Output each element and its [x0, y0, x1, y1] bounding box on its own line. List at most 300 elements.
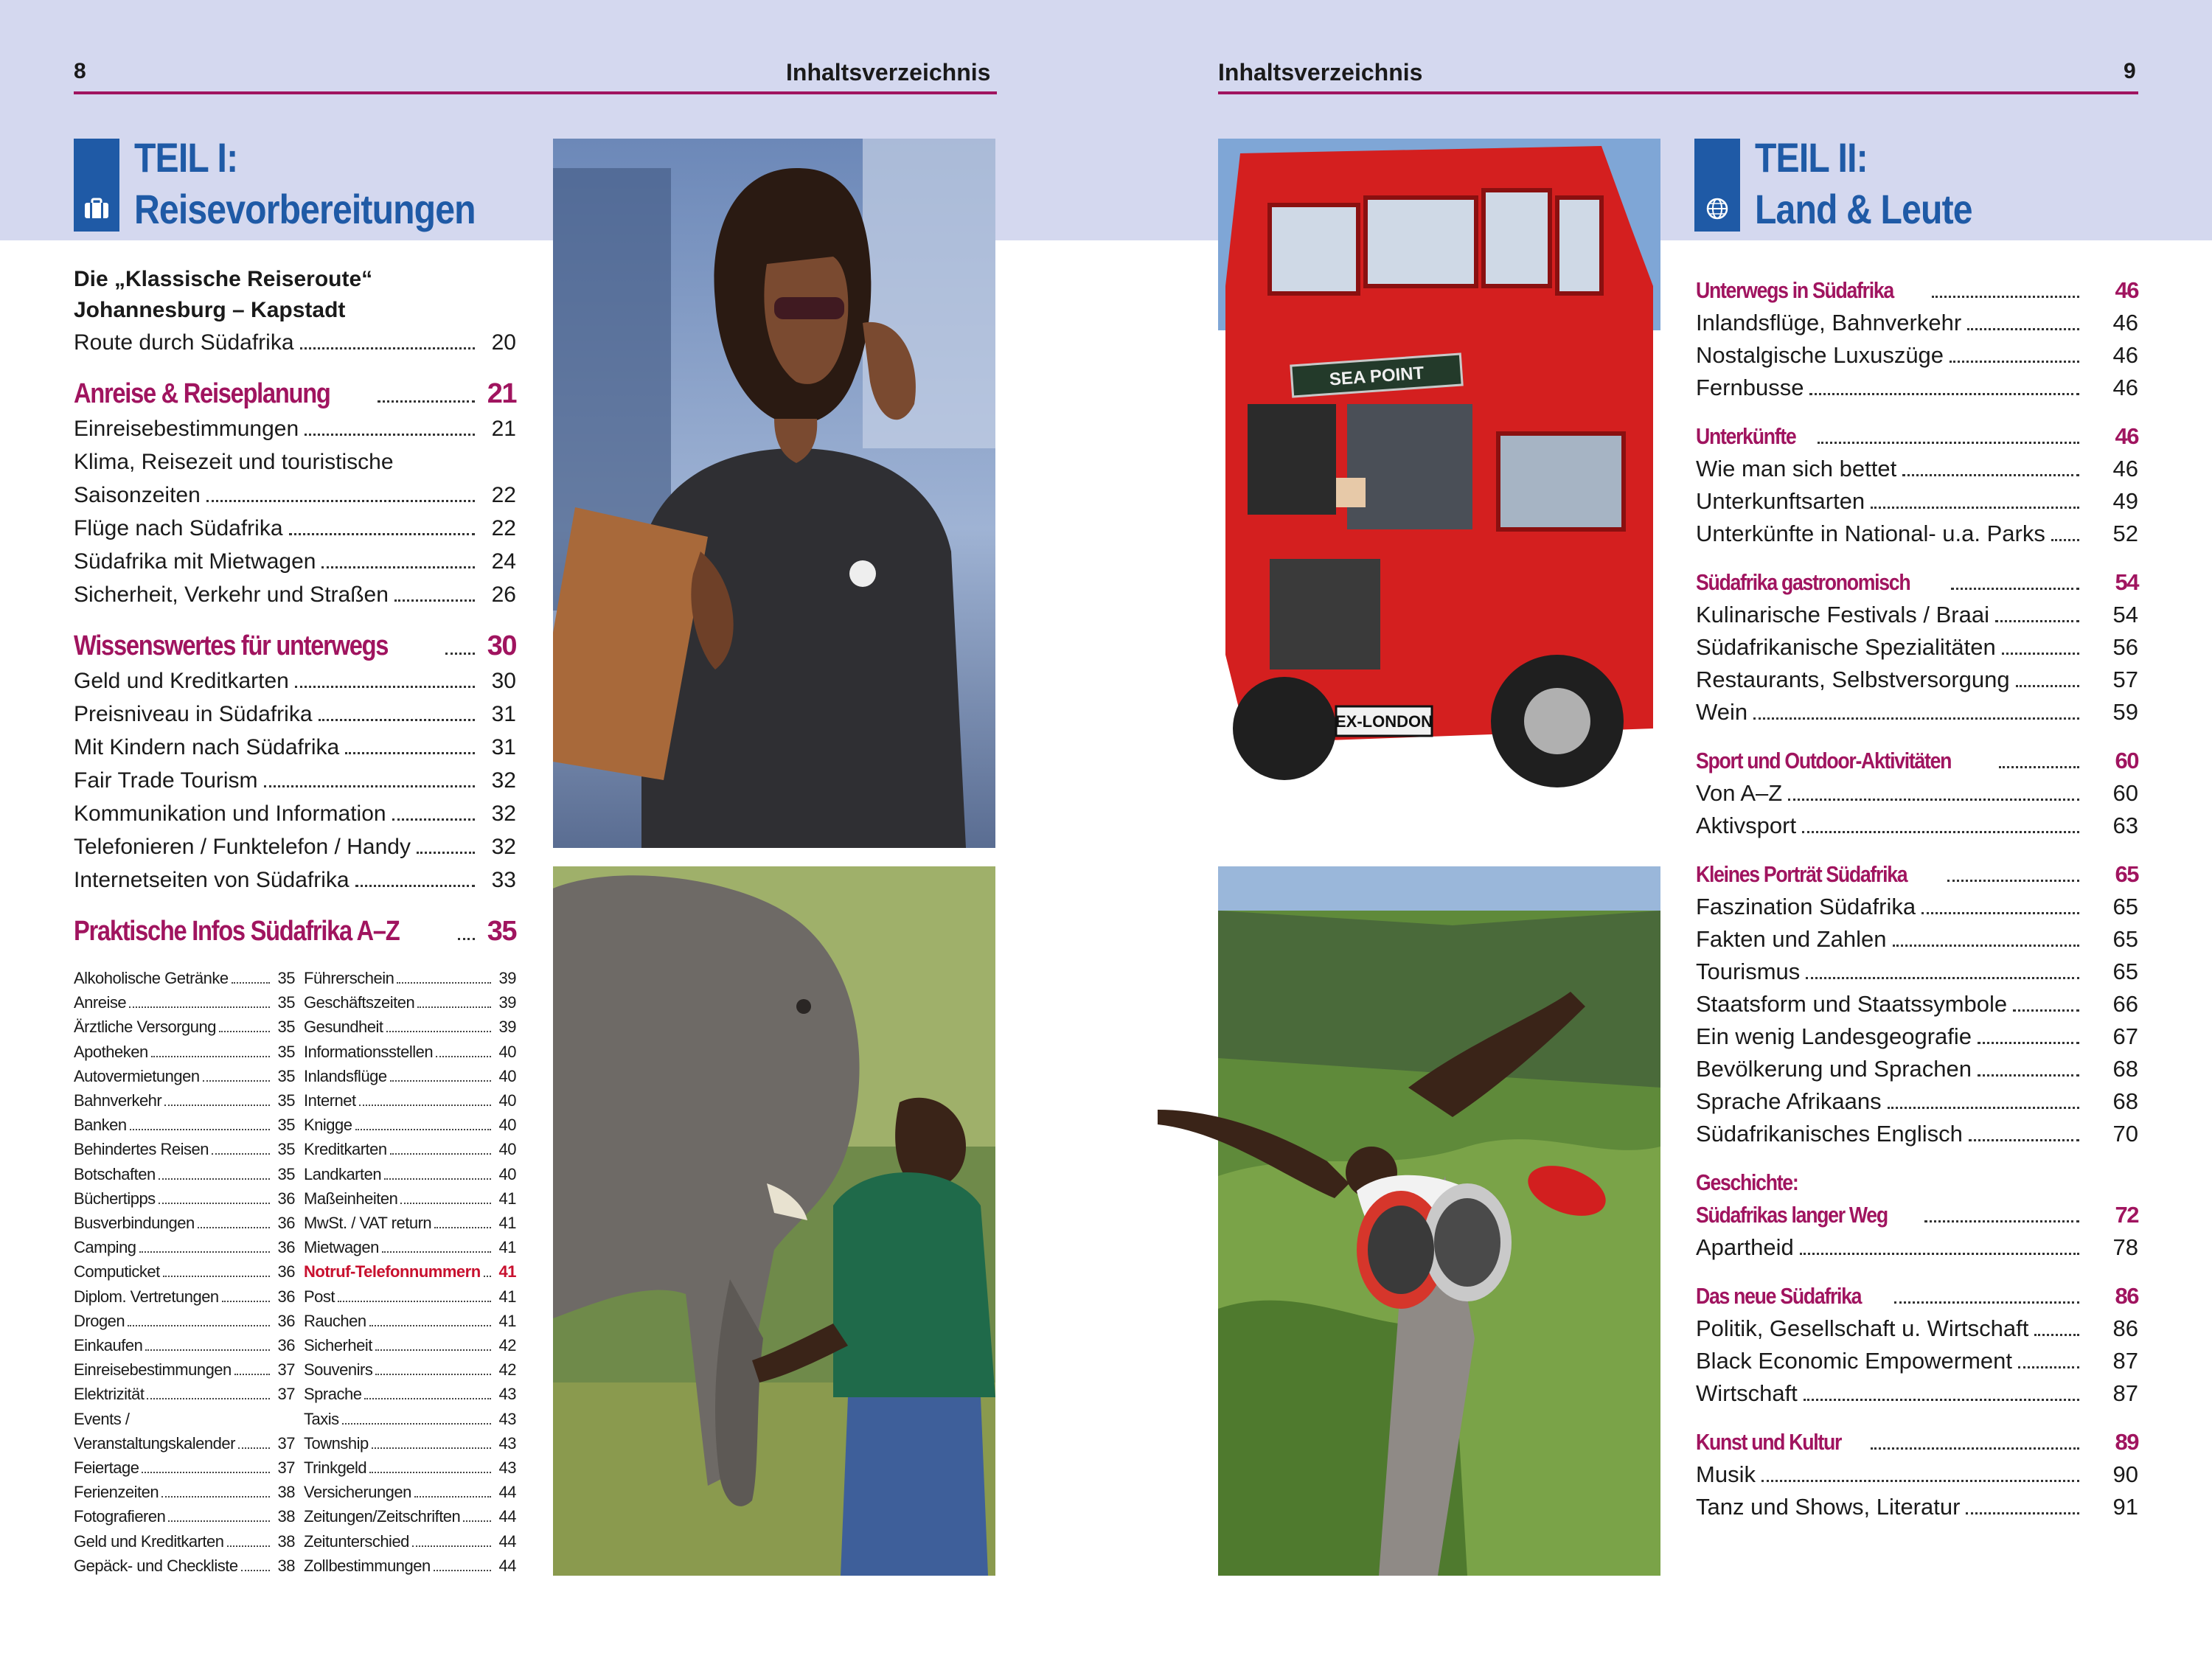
leader-dots [390, 1080, 491, 1082]
toc-entry[interactable] [74, 797, 516, 830]
toc-entry-page: 90 [2112, 1461, 2138, 1487]
az-entry[interactable] [74, 1015, 295, 1039]
az-entry-page: 35 [277, 1091, 295, 1110]
az-entry[interactable] [304, 1309, 516, 1333]
az-entry[interactable] [74, 1284, 295, 1309]
az-entry[interactable] [304, 1357, 516, 1382]
az-entry[interactable] [304, 1235, 516, 1259]
toc-entry-page: 66 [2112, 991, 2138, 1017]
leader-dots [1888, 1107, 2079, 1109]
az-entry-title: Zollbestimmungen [304, 1556, 431, 1575]
toc-section[interactable] [1696, 745, 2138, 777]
az-entry-page: 35 [277, 1066, 295, 1085]
az-entry-page: 44 [498, 1507, 516, 1526]
toc-entry-title: Südafrika mit Mietwagen [74, 549, 316, 574]
toc-section-page: 65 [2115, 861, 2138, 887]
leader-dots [163, 1276, 270, 1277]
leader-dots [159, 1203, 270, 1204]
toc-entry[interactable] [74, 764, 516, 797]
toc-entry-title: Sicherheit, Verkehr und Straßen [74, 582, 389, 607]
toc-entry-page: 22 [491, 483, 516, 507]
leader-dots [232, 982, 270, 984]
toc-entry-title: Südafrikanische Spezialitäten [1696, 634, 1996, 660]
leader-dots [147, 1398, 270, 1399]
part-label-left: TEIL I: [134, 134, 238, 181]
az-entry-title: Versicherungen [304, 1483, 411, 1502]
az-entry-title: Büchertipps [74, 1189, 156, 1208]
leader-dots [151, 1056, 270, 1057]
toc-entry-page: 65 [2112, 959, 2138, 984]
toc-entry[interactable] [74, 326, 516, 359]
toc-entry[interactable] [1696, 1312, 2138, 1345]
az-entry-title: Trinkgeld [304, 1458, 367, 1478]
az-entry-page: 40 [498, 1091, 516, 1110]
az-entry-title: Busverbindungen [74, 1214, 195, 1233]
toc-entry[interactable] [74, 578, 516, 611]
leader-dots [372, 1447, 491, 1449]
toc-entry-page: 46 [2112, 456, 2138, 481]
az-entry-title: Kreditkarten [304, 1140, 387, 1159]
toc-entry[interactable] [1696, 1458, 2138, 1491]
toc-entry[interactable] [1696, 307, 2138, 339]
leader-dots [369, 1472, 491, 1473]
leader-dots [142, 1472, 270, 1473]
leader-dots [1818, 442, 2079, 444]
az-entry[interactable] [74, 1186, 295, 1211]
toc-entry[interactable] [1696, 485, 2138, 518]
az-entry[interactable] [304, 1333, 516, 1357]
leader-dots [345, 752, 475, 754]
route-heading-2: Johannesburg – Kapstadt [74, 298, 346, 322]
toc-entry-title: Politik, Gesellschaft u. Wirtschaft [1696, 1315, 2029, 1341]
az-entry-page: 44 [498, 1556, 516, 1575]
toc-entry[interactable] [74, 830, 516, 863]
toc-entry-title: Aktivsport [1696, 813, 1797, 838]
az-entry[interactable] [304, 1480, 516, 1504]
toc-entry-title: Kommunikation und Information [74, 801, 386, 826]
az-entry-title: Taxis [304, 1409, 339, 1428]
photo-bungee-jumper [1158, 866, 1660, 1576]
toc-entry-title: Tanz und Shows, Literatur [1696, 1494, 1961, 1520]
toc-entry-title: Nostalgische Luxuszüge [1696, 342, 1944, 368]
toc-entry[interactable] [1696, 777, 2138, 810]
az-entry-title: Geschäftszeiten [304, 993, 415, 1012]
az-entry-page: 35 [277, 993, 295, 1012]
az-entry[interactable] [304, 1455, 516, 1480]
toc-entry[interactable] [1696, 1231, 2138, 1264]
az-entry[interactable] [304, 1431, 516, 1455]
az-entry[interactable] [74, 1309, 295, 1333]
az-entry[interactable] [304, 1211, 516, 1235]
az-entry-page: 44 [498, 1531, 516, 1551]
az-entry[interactable] [304, 990, 516, 1015]
az-entry-title: Zeitunterschied [304, 1531, 409, 1551]
toc-entry[interactable] [1696, 372, 2138, 404]
az-entry[interactable] [74, 1162, 295, 1186]
toc-entry[interactable] [1696, 1020, 2138, 1053]
toc-entry[interactable] [74, 512, 516, 545]
leader-dots [2016, 685, 2079, 687]
az-entry-page: 38 [277, 1507, 295, 1526]
leader-dots [1871, 507, 2079, 509]
leader-dots [2013, 1009, 2079, 1012]
toc-entry-page: 67 [2112, 1023, 2138, 1049]
az-entry-page: 40 [498, 1042, 516, 1061]
toc-entry-page: 60 [2112, 780, 2138, 806]
leader-dots [295, 686, 475, 688]
toc-entry-title: Internetseiten von Südafrika [74, 868, 349, 892]
toc-entry-title: Südafrikanisches Englisch [1696, 1121, 1963, 1147]
toc-section[interactable] [1696, 1166, 2138, 1199]
toc-entry[interactable] [1696, 1085, 2138, 1118]
leader-dots [463, 1520, 491, 1522]
az-entry-page: 43 [498, 1385, 516, 1404]
toc-section-title: Unterwegs in Südafrika [1696, 277, 1893, 303]
az-entry[interactable] [304, 1407, 516, 1431]
az-entry-page: 41 [498, 1214, 516, 1233]
leader-dots [417, 1006, 491, 1008]
toc-entry-page: 46 [2112, 375, 2138, 400]
az-entry[interactable] [74, 1064, 295, 1088]
toc-entry-page: 65 [2112, 926, 2138, 952]
leader-dots [1947, 880, 2079, 882]
toc-entry[interactable] [74, 863, 516, 897]
toc-entry[interactable] [1696, 631, 2138, 664]
toc-section-title: Geschichte: [1696, 1169, 1798, 1195]
leader-dots [305, 434, 475, 436]
leader-dots [412, 1545, 491, 1547]
toc-entry[interactable] [1696, 810, 2138, 842]
az-entry[interactable] [304, 1382, 516, 1406]
leader-dots [359, 1105, 491, 1106]
az-entry-title: Gesundheit [304, 1018, 383, 1037]
az-entry[interactable] [304, 1162, 516, 1186]
toc-entry-page: 54 [2112, 602, 2138, 627]
toc-section-page: 46 [2115, 277, 2138, 303]
toc-entry[interactable] [1696, 988, 2138, 1020]
toc-entry-title: Geld und Kreditkarten [74, 669, 289, 693]
az-entry[interactable] [304, 1554, 516, 1578]
toc-section[interactable] [1696, 274, 2138, 307]
az-entry-title: Ärztliche Versorgung [74, 1018, 216, 1037]
toc-entry-page: 31 [491, 702, 516, 726]
az-entry-title: Einreisebestimmungen [74, 1360, 232, 1380]
toc-entry[interactable] [74, 731, 516, 764]
toc-section-title: Anreise & Reiseplanung [74, 378, 330, 409]
leader-dots [338, 1301, 491, 1302]
toc-entry-page: 46 [2112, 310, 2138, 335]
az-entry[interactable] [74, 1235, 295, 1259]
az-entry[interactable] [74, 1480, 295, 1504]
toc-entry-page: 68 [2112, 1088, 2138, 1114]
az-entry[interactable] [304, 1040, 516, 1064]
toc-entry-page: 21 [491, 417, 516, 441]
leader-dots [1753, 717, 2079, 720]
toc-section[interactable] [74, 913, 516, 950]
az-entry[interactable] [74, 1333, 295, 1357]
header-rule-right [1218, 91, 2138, 94]
az-entry-title: Gepäck- und Checkliste [74, 1556, 238, 1575]
toc-entry-title: Fair Trade Tourism [74, 768, 258, 793]
toc-entry-title: Telefonieren / Funktelefon / Handy [74, 835, 411, 859]
leader-dots [1802, 831, 2079, 833]
globe-icon [1704, 198, 1731, 220]
az-entry-title: Knigge [304, 1116, 352, 1135]
toc-entry[interactable] [1696, 956, 2138, 988]
az-entry[interactable] [74, 1211, 295, 1235]
leader-dots [1932, 296, 2079, 298]
az-entry-page: 39 [498, 993, 516, 1012]
toc-section[interactable] [1696, 566, 2138, 599]
toc-entry[interactable] [1696, 923, 2138, 956]
az-entry-page: 36 [277, 1287, 295, 1306]
leader-dots [1921, 912, 2079, 914]
toc-entry-title: Einreisebestimmungen [74, 417, 299, 441]
leader-dots [417, 852, 475, 854]
az-entry[interactable] [74, 1113, 295, 1137]
az-entry-page: 41 [498, 1262, 516, 1281]
leader-dots [458, 938, 475, 940]
az-entry[interactable] [304, 1284, 516, 1309]
toc-section-page: 89 [2115, 1429, 2138, 1455]
leader-dots [355, 885, 475, 887]
toc-entry-title: Wein [1696, 699, 1748, 725]
az-entry[interactable] [304, 1529, 516, 1554]
az-index-col2 [304, 966, 516, 1578]
az-entry-page: 36 [277, 1262, 295, 1281]
toc-entry-title: Black Economic Empowerment [1696, 1348, 2012, 1374]
az-entry[interactable] [304, 1259, 516, 1284]
page-number-left: 8 [74, 59, 86, 83]
az-entry-page: 36 [277, 1311, 295, 1330]
az-entry-title: Anreise [74, 993, 127, 1012]
toc-entry[interactable] [1696, 664, 2138, 696]
az-entry[interactable] [74, 1431, 295, 1455]
az-entry[interactable] [74, 990, 295, 1015]
az-entry-page: 43 [498, 1458, 516, 1478]
az-entry[interactable] [304, 1064, 516, 1088]
running-head-right: Inhaltsverzeichnis [1218, 59, 1423, 86]
toc-section-title: Südafrika gastronomisch [1696, 569, 1910, 595]
toc-entry-page: 46 [2112, 342, 2138, 368]
toc-entry-title: Unterkünfte in National- u.a. Parks [1696, 521, 2045, 546]
az-entry[interactable] [74, 1504, 295, 1528]
az-entry-title: Internet [304, 1091, 356, 1110]
toc-entry[interactable] [1696, 453, 2138, 485]
toc-entry-page: 32 [491, 835, 516, 859]
toc-entry[interactable] [74, 412, 516, 445]
toc-section-title: Praktische Infos Südafrika A–Z [74, 916, 400, 947]
az-entry[interactable] [74, 1259, 295, 1284]
leader-dots [1999, 766, 2079, 768]
az-entry-page: 40 [498, 1140, 516, 1159]
leader-dots [355, 1129, 491, 1130]
az-entry[interactable] [304, 1186, 516, 1211]
leader-dots [1924, 1220, 2079, 1222]
toc-entry-title: Musik [1696, 1461, 1756, 1487]
az-entry-page: 41 [498, 1189, 516, 1208]
az-entry[interactable] [74, 1382, 295, 1406]
toc-entry-page: 65 [2112, 894, 2138, 919]
az-entry-title: Apotheken [74, 1042, 148, 1061]
az-entry[interactable] [74, 1040, 295, 1064]
part-title-left: Reisevorbereitungen [134, 186, 476, 232]
az-entry-page: 35 [277, 1140, 295, 1159]
toc-entry[interactable] [1696, 1118, 2138, 1150]
toc-entry[interactable] [74, 445, 516, 479]
toc-entry[interactable] [1696, 1491, 2138, 1523]
toc-section[interactable] [74, 627, 516, 664]
toc-right [1696, 258, 2138, 1523]
toc-section[interactable] [1696, 1426, 2138, 1458]
leader-dots [1788, 799, 2079, 801]
leader-dots [159, 1178, 270, 1180]
toc-entry[interactable] [1696, 1053, 2138, 1085]
az-entry-title: Elektrizität [74, 1385, 145, 1404]
az-entry[interactable] [304, 1504, 516, 1528]
toc-entry[interactable] [74, 698, 516, 731]
az-entry-page: 43 [498, 1433, 516, 1453]
leader-dots [321, 566, 475, 568]
az-entry[interactable] [74, 1529, 295, 1554]
leader-dots [2051, 539, 2079, 541]
toc-entry-title: Restaurants, Selbstversorgung [1696, 667, 2010, 692]
leader-dots [400, 1203, 491, 1204]
toc-entry[interactable] [1696, 339, 2138, 372]
az-entry-title: Feiertage [74, 1458, 139, 1478]
az-entry[interactable] [304, 1015, 516, 1039]
leader-dots [168, 1520, 270, 1522]
leader-dots [2034, 1334, 2079, 1336]
az-entry[interactable] [74, 1455, 295, 1480]
bus-plate: EX-LONDON [1335, 712, 1433, 731]
toc-entry-page: 68 [2112, 1056, 2138, 1082]
toc-entry-title: Unterkunftsarten [1696, 488, 1865, 514]
leader-dots [1809, 393, 2079, 395]
az-entry[interactable] [74, 1137, 295, 1161]
leader-dots [234, 1374, 270, 1375]
az-entry-title: Computicket [74, 1262, 160, 1281]
leader-dots [161, 1496, 270, 1498]
toc-section[interactable] [1696, 420, 2138, 453]
az-entry[interactable] [74, 966, 295, 990]
leader-dots [2002, 653, 2079, 655]
toc-entry[interactable] [1696, 1345, 2138, 1377]
leader-dots [222, 1301, 270, 1302]
az-entry[interactable] [304, 1088, 516, 1113]
az-entry[interactable] [304, 966, 516, 990]
leader-dots [1800, 1253, 2079, 1255]
toc-entry[interactable] [1696, 891, 2138, 923]
az-entry-title: Informationsstellen [304, 1042, 434, 1061]
toc-entry-title: Inlandsflüge, Bahnverkehr [1696, 310, 1962, 335]
toc-entry[interactable] [74, 664, 516, 698]
toc-section[interactable] [74, 375, 516, 412]
az-entry-title: Botschaften [74, 1164, 156, 1183]
az-entry-title: Einkaufen [74, 1336, 143, 1355]
az-entry[interactable] [74, 1357, 295, 1382]
suitcase-icon [83, 198, 110, 220]
az-entry[interactable] [304, 1137, 516, 1161]
az-entry-page: 37 [277, 1360, 295, 1380]
az-entry-page: 38 [277, 1556, 295, 1575]
leader-dots [1806, 977, 2079, 979]
toc-section-page: 21 [487, 378, 516, 409]
az-entry-title: Veranstaltungskalender [74, 1433, 235, 1453]
toc-section[interactable] [1696, 858, 2138, 891]
toc-entry-page: 91 [2112, 1494, 2138, 1520]
az-entry-page: 42 [498, 1336, 516, 1355]
toc-entry[interactable] [1696, 599, 2138, 631]
az-entry-page: 39 [498, 969, 516, 987]
az-entry-title: Camping [74, 1238, 136, 1257]
leader-dots [434, 1227, 491, 1228]
leader-dots [445, 653, 475, 655]
toc-entry-page: 59 [2112, 699, 2138, 725]
az-entry-title: Souvenirs [304, 1360, 373, 1380]
toc-entry-page: 32 [491, 801, 516, 826]
leader-dots [436, 1056, 491, 1057]
toc-entry[interactable] [1696, 518, 2138, 550]
toc-entry-page: 30 [491, 669, 516, 693]
az-entry[interactable] [74, 1554, 295, 1578]
photo-woman-phone [553, 139, 995, 848]
toc-section-page: 35 [487, 916, 516, 947]
az-entry-page: 43 [498, 1409, 516, 1428]
az-entry-title: Banken [74, 1116, 127, 1135]
toc-entry-title: Tourismus [1696, 959, 1801, 984]
part-title-right: Land & Leute [1755, 186, 1972, 232]
az-entry-page: 35 [277, 1164, 295, 1183]
toc-entry[interactable] [1696, 696, 2138, 728]
toc-entry-page: 20 [491, 330, 516, 355]
az-entry[interactable] [304, 1113, 516, 1137]
leader-dots [375, 1349, 491, 1351]
toc-entry[interactable] [74, 545, 516, 578]
toc-entry[interactable] [74, 479, 516, 512]
leader-dots [164, 1105, 270, 1106]
leader-dots [384, 1178, 491, 1180]
toc-entry-title: Wie man sich bettet [1696, 456, 1897, 481]
az-entry-page: 41 [498, 1287, 516, 1306]
az-entry[interactable] [74, 1088, 295, 1113]
toc-entry[interactable] [1696, 1377, 2138, 1410]
az-entry-page: 36 [277, 1336, 295, 1355]
az-entry-title: Events / [74, 1409, 130, 1428]
leader-dots [241, 1570, 270, 1571]
toc-entry-page: 57 [2112, 667, 2138, 692]
az-entry-page: 38 [277, 1483, 295, 1502]
toc-section[interactable] [1696, 1280, 2138, 1312]
az-entry[interactable] [74, 1407, 295, 1431]
toc-section-title: Kleines Porträt Südafrika [1696, 861, 1907, 887]
toc-entry-title: Staatsform und Staatssymbole [1696, 991, 2008, 1017]
toc-entry-page: 70 [2112, 1121, 2138, 1147]
az-entry-page: 44 [498, 1483, 516, 1502]
leader-dots [392, 818, 475, 821]
toc-entry-page: 78 [2112, 1234, 2138, 1260]
toc-section[interactable] [1696, 1199, 2138, 1231]
toc-entry-page: 26 [491, 582, 516, 607]
leader-dots [129, 1006, 270, 1008]
az-entry-page: 39 [498, 1018, 516, 1037]
az-entry-page: 42 [498, 1360, 516, 1380]
toc-entry-page: 63 [2112, 813, 2138, 838]
leader-dots [1966, 1512, 2079, 1514]
az-entry-page: 35 [277, 1042, 295, 1061]
toc-entry-title: Klima, Reisezeit und touristische [74, 450, 394, 474]
az-entry-title: Maßeinheiten [304, 1189, 398, 1208]
